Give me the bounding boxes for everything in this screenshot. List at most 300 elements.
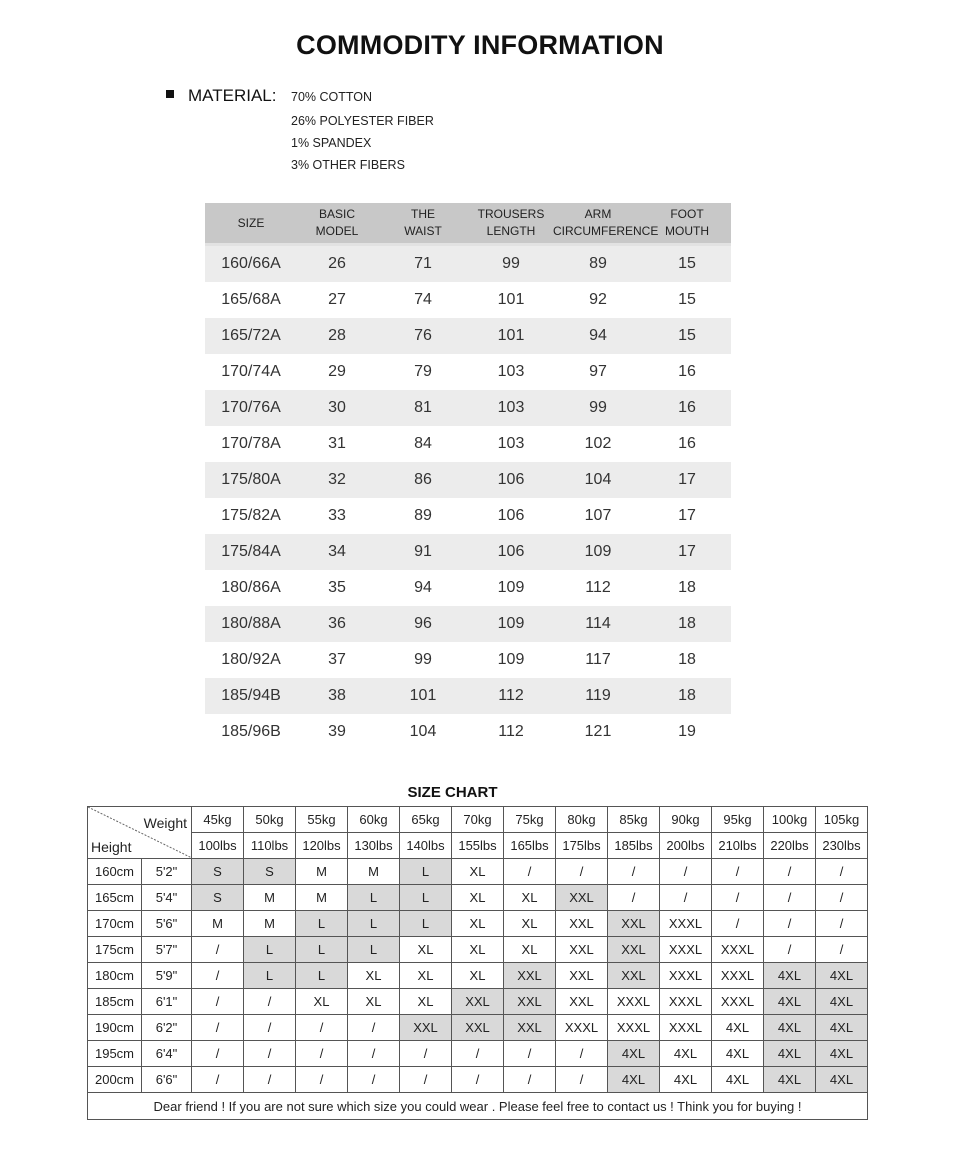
size-cell: 4XL	[712, 1015, 764, 1041]
table-cell: 175/82A	[221, 507, 281, 524]
weight-lbs-header: 120lbs	[296, 833, 348, 859]
size-cell: /	[244, 989, 296, 1015]
weight-lbs-header: 130lbs	[348, 833, 400, 859]
size-cell: 4XL	[764, 1015, 816, 1041]
height-ft-cell: 5'4"	[142, 885, 192, 911]
size-cell: M	[192, 911, 244, 937]
size-cell: XL	[452, 937, 504, 963]
size-chart-row	[88, 1067, 868, 1093]
table-cell: 31	[328, 435, 346, 452]
table-cell: 99	[502, 255, 520, 272]
table-cell: 15	[678, 327, 696, 344]
table-row	[205, 390, 731, 426]
table-cell: 30	[328, 399, 346, 416]
table-cell: 37	[328, 651, 346, 668]
height-cm-cell: 165cm	[88, 885, 142, 911]
table-cell: 16	[678, 399, 696, 416]
table-row	[205, 246, 731, 282]
table-cell: 170/74A	[221, 363, 281, 380]
height-cm-cell: 180cm	[88, 963, 142, 989]
size-cell: XXL	[556, 963, 608, 989]
weight-lbs-header: 100lbs	[192, 833, 244, 859]
weight-lbs-header: 230lbs	[816, 833, 868, 859]
table-cell: 36	[328, 615, 346, 632]
table-row	[205, 642, 731, 678]
table-cell: 76	[414, 327, 432, 344]
size-chart-row	[88, 937, 868, 963]
weight-kg-header: 50kg	[244, 807, 296, 833]
header-line: LENGTH	[486, 224, 536, 238]
table-cell: 89	[589, 255, 607, 272]
table-cell: 35	[328, 579, 346, 596]
size-cell: XL	[504, 937, 556, 963]
size-table-column-header	[643, 203, 731, 243]
table-cell: 15	[678, 291, 696, 308]
page-title: COMMODITY INFORMATION	[296, 30, 664, 60]
height-ft-cell: 5'7"	[142, 937, 192, 963]
table-cell: 15	[678, 255, 696, 272]
height-cm-cell: 190cm	[88, 1015, 142, 1041]
table-cell: 180/86A	[221, 579, 281, 596]
table-cell: 26	[328, 255, 346, 272]
height-ft-cell: 5'9"	[142, 963, 192, 989]
size-cell: XL	[504, 911, 556, 937]
table-cell: 103	[497, 399, 525, 416]
table-row	[205, 498, 731, 534]
height-cm-cell: 200cm	[88, 1067, 142, 1093]
weight-kg-header: 95kg	[712, 807, 764, 833]
size-table-column-header	[469, 203, 553, 243]
weight-kg-header: 100kg	[764, 807, 816, 833]
size-cell: L	[296, 937, 348, 963]
table-cell: 71	[414, 255, 432, 272]
table-cell: 39	[328, 723, 346, 740]
size-cell: 4XL	[712, 1067, 764, 1093]
size-cell: /	[504, 1041, 556, 1067]
weight-label: Weight	[143, 815, 187, 831]
table-cell: 109	[497, 579, 525, 596]
size-cell: /	[192, 1041, 244, 1067]
weight-lbs-header: 200lbs	[660, 833, 712, 859]
size-cell: M	[244, 911, 296, 937]
size-cell: M	[244, 885, 296, 911]
table-row	[205, 426, 731, 462]
table-row	[205, 318, 731, 354]
material-label: MATERIAL:	[188, 86, 277, 105]
table-cell: 94	[589, 327, 607, 344]
size-chart-row	[88, 963, 868, 989]
size-cell: XXXL	[608, 989, 660, 1015]
size-cell: XL	[452, 859, 504, 885]
size-cell: XXL	[556, 937, 608, 963]
table-cell: 38	[328, 687, 346, 704]
table-cell: 84	[414, 435, 432, 452]
table-cell: 101	[497, 291, 525, 308]
size-cell: /	[296, 1015, 348, 1041]
size-cell: /	[348, 1067, 400, 1093]
table-cell: 170/78A	[221, 435, 281, 452]
table-cell: 112	[585, 579, 611, 596]
size-cell: /	[244, 1067, 296, 1093]
size-cell: /	[816, 937, 868, 963]
table-cell: 160/66A	[221, 255, 281, 272]
size-cell: /	[764, 937, 816, 963]
header-line: WAIST	[404, 224, 442, 238]
material-item: 1% SPANDEX	[291, 136, 372, 150]
size-cell: 4XL	[764, 1067, 816, 1093]
size-cell: /	[400, 1067, 452, 1093]
size-cell: XXL	[504, 963, 556, 989]
size-cell: /	[816, 859, 868, 885]
size-cell: XL	[400, 937, 452, 963]
size-cell: /	[764, 885, 816, 911]
table-cell: 27	[328, 291, 346, 308]
weight-lbs-header: 210lbs	[712, 833, 764, 859]
table-cell: 74	[414, 291, 432, 308]
header-line: THE	[411, 207, 435, 221]
header-line: BASIC	[318, 207, 355, 221]
header-line: FOOT	[670, 207, 704, 221]
size-cell: /	[712, 859, 764, 885]
table-cell: 175/80A	[221, 471, 281, 488]
size-cell: 4XL	[816, 1041, 868, 1067]
table-row	[205, 534, 731, 570]
size-cell: 4XL	[660, 1041, 712, 1067]
size-table-body	[205, 246, 731, 750]
size-cell: /	[764, 911, 816, 937]
height-ft-cell: 6'1"	[142, 989, 192, 1015]
weight-kg-header: 90kg	[660, 807, 712, 833]
weight-lbs-header: 185lbs	[608, 833, 660, 859]
table-cell: 91	[414, 543, 432, 560]
height-ft-cell: 6'4"	[142, 1041, 192, 1067]
height-cm-cell: 170cm	[88, 911, 142, 937]
header-line: ARM	[584, 207, 612, 221]
size-cell: /	[556, 1041, 608, 1067]
table-cell: 109	[584, 543, 612, 560]
size-chart-row	[88, 1015, 868, 1041]
table-row	[205, 678, 731, 714]
size-cell: /	[504, 1067, 556, 1093]
table-row	[205, 714, 731, 750]
table-cell: 17	[678, 543, 696, 560]
size-cell: S	[192, 885, 244, 911]
size-cell: /	[192, 963, 244, 989]
size-cell: 4XL	[608, 1067, 660, 1093]
size-cell: XL	[296, 989, 348, 1015]
size-cell: /	[192, 937, 244, 963]
header-line: MODEL	[315, 224, 359, 238]
table-cell: 32	[328, 471, 346, 488]
size-cell: XL	[400, 963, 452, 989]
table-cell: 109	[497, 651, 525, 668]
size-chart-row	[88, 859, 868, 885]
table-row	[205, 462, 731, 498]
table-cell: 165/72A	[221, 327, 281, 344]
table-cell: 97	[589, 363, 607, 380]
size-cell: /	[660, 859, 712, 885]
table-cell: 18	[678, 687, 696, 704]
table-cell: 107	[584, 507, 612, 524]
weight-kg-header: 45kg	[192, 807, 244, 833]
size-cell: /	[660, 885, 712, 911]
header-line: CIRCUMFERENCE	[553, 224, 659, 238]
table-cell: 18	[678, 651, 696, 668]
table-cell: 103	[497, 435, 525, 452]
table-row	[205, 354, 731, 390]
table-cell: 175/84A	[221, 543, 281, 560]
size-cell: L	[400, 911, 452, 937]
size-cell: XL	[452, 963, 504, 989]
size-cell: XL	[452, 911, 504, 937]
weight-kg-header: 85kg	[608, 807, 660, 833]
size-cell: XXL	[608, 937, 660, 963]
size-cell: /	[816, 885, 868, 911]
size-cell: /	[400, 1041, 452, 1067]
table-row	[205, 282, 731, 318]
table-cell: 81	[414, 399, 432, 416]
size-cell: XXXL	[660, 963, 712, 989]
table-cell: 28	[328, 327, 346, 344]
height-cm-cell: 175cm	[88, 937, 142, 963]
table-cell: 180/88A	[221, 615, 281, 632]
size-cell: /	[348, 1041, 400, 1067]
table-cell: 86	[414, 471, 432, 488]
table-cell: 16	[678, 363, 696, 380]
table-cell: 18	[678, 579, 696, 596]
size-cell: XL	[452, 885, 504, 911]
table-cell: 89	[414, 507, 432, 524]
height-cm-cell: 195cm	[88, 1041, 142, 1067]
size-cell: XL	[348, 963, 400, 989]
size-chart-row	[88, 989, 868, 1015]
size-cell: XXL	[556, 885, 608, 911]
size-cell: /	[452, 1041, 504, 1067]
table-cell: 165/68A	[221, 291, 281, 308]
bullet-icon	[166, 90, 174, 98]
size-cell: XXL	[608, 963, 660, 989]
weight-lbs-header: 140lbs	[400, 833, 452, 859]
size-chart-table	[87, 806, 868, 1120]
size-cell: L	[348, 937, 400, 963]
size-cell: 4XL	[608, 1041, 660, 1067]
weight-kg-header: 60kg	[348, 807, 400, 833]
size-table-header	[205, 203, 731, 246]
size-cell: /	[556, 859, 608, 885]
size-cell: XXXL	[660, 989, 712, 1015]
size-cell: /	[556, 1067, 608, 1093]
table-cell: 96	[414, 615, 432, 632]
size-table-column-header	[377, 203, 469, 243]
table-cell: 106	[497, 543, 525, 560]
size-cell: XXXL	[712, 989, 764, 1015]
table-cell: 101	[409, 687, 437, 704]
table-cell: 119	[585, 687, 611, 704]
size-cell: /	[348, 1015, 400, 1041]
size-cell: 4XL	[660, 1067, 712, 1093]
size-cell: XL	[504, 885, 556, 911]
table-cell: 112	[498, 723, 524, 740]
size-cell: 4XL	[764, 1041, 816, 1067]
weight-kg-header: 80kg	[556, 807, 608, 833]
size-table	[205, 203, 731, 750]
size-cell: L	[400, 885, 452, 911]
size-chart-title: SIZE CHART	[407, 784, 498, 801]
table-cell: 19	[678, 723, 696, 740]
size-cell: L	[296, 911, 348, 937]
height-label: Height	[91, 839, 132, 855]
size-cell: 4XL	[712, 1041, 764, 1067]
size-cell: /	[712, 911, 764, 937]
table-cell: 17	[678, 507, 696, 524]
table-cell: 29	[328, 363, 346, 380]
size-cell: /	[296, 1041, 348, 1067]
height-cm-cell: 160cm	[88, 859, 142, 885]
size-cell: XXL	[452, 1015, 504, 1041]
size-chart-note: Dear friend ! If you are not sure which size you could wear . Please feel free to contact us ! Think you for buying !	[88, 1093, 868, 1120]
size-cell: XXXL	[608, 1015, 660, 1041]
size-cell: M	[348, 859, 400, 885]
size-table-column-header	[205, 203, 297, 243]
table-cell: 180/92A	[221, 651, 281, 668]
material-item: 70% COTTON	[291, 90, 373, 104]
weight-lbs-header: 110lbs	[244, 833, 296, 859]
table-cell: 99	[589, 399, 607, 416]
height-ft-cell: 5'2"	[142, 859, 192, 885]
height-ft-cell: 6'2"	[142, 1015, 192, 1041]
table-cell: 99	[414, 651, 432, 668]
table-cell: 94	[414, 579, 432, 596]
size-cell: /	[192, 1015, 244, 1041]
size-cell: XXXL	[660, 911, 712, 937]
size-cell: /	[764, 859, 816, 885]
size-cell: XL	[400, 989, 452, 1015]
table-cell: 117	[585, 651, 611, 668]
material-item: 3% OTHER FIBERS	[291, 158, 405, 172]
size-cell: /	[192, 989, 244, 1015]
size-cell: XXXL	[660, 937, 712, 963]
table-cell: 101	[497, 327, 525, 344]
table-cell: 109	[497, 615, 525, 632]
table-cell: 185/96B	[221, 723, 281, 740]
table-cell: 18	[678, 615, 696, 632]
header-line: MOUTH	[665, 224, 709, 238]
table-row	[205, 570, 731, 606]
size-cell: L	[348, 885, 400, 911]
size-cell: /	[504, 859, 556, 885]
size-cell: XXXL	[660, 1015, 712, 1041]
size-chart-row	[88, 911, 868, 937]
size-cell: 4XL	[816, 989, 868, 1015]
size-cell: /	[608, 859, 660, 885]
size-cell: /	[244, 1041, 296, 1067]
size-cell: L	[348, 911, 400, 937]
table-cell: 17	[678, 471, 696, 488]
weight-kg-header: 105kg	[816, 807, 868, 833]
weight-kg-header: 70kg	[452, 807, 504, 833]
table-cell: 185/94B	[221, 687, 281, 704]
size-cell: XXL	[504, 989, 556, 1015]
size-cell: XXL	[504, 1015, 556, 1041]
size-cell: XL	[348, 989, 400, 1015]
weight-kg-header: 55kg	[296, 807, 348, 833]
table-cell: 33	[328, 507, 346, 524]
size-cell: S	[192, 859, 244, 885]
size-cell: XXL	[400, 1015, 452, 1041]
size-cell: 4XL	[764, 963, 816, 989]
table-cell: 103	[497, 363, 525, 380]
size-cell: /	[712, 885, 764, 911]
size-cell: 4XL	[764, 989, 816, 1015]
table-cell: 102	[584, 435, 612, 452]
weight-kg-header: 65kg	[400, 807, 452, 833]
table-row	[205, 606, 731, 642]
table-cell: 112	[498, 687, 524, 704]
header-line: TROUSERS	[477, 207, 545, 221]
size-cell: 4XL	[816, 963, 868, 989]
size-cell: M	[296, 859, 348, 885]
table-cell: 104	[584, 471, 612, 488]
size-chart-corner	[88, 807, 192, 859]
material-item: 26% POLYESTER FIBER	[291, 114, 434, 128]
size-cell: XXXL	[712, 963, 764, 989]
table-cell: 106	[497, 507, 525, 524]
size-cell: /	[192, 1067, 244, 1093]
size-cell: /	[608, 885, 660, 911]
height-cm-cell: 185cm	[88, 989, 142, 1015]
header-line: SIZE	[237, 215, 265, 230]
table-cell: 16	[678, 435, 696, 452]
weight-lbs-header: 155lbs	[452, 833, 504, 859]
size-cell: XXL	[556, 989, 608, 1015]
size-table-column-header	[297, 203, 377, 243]
table-cell: 104	[409, 723, 437, 740]
size-cell: XXL	[608, 911, 660, 937]
size-cell: L	[244, 963, 296, 989]
size-cell: /	[244, 1015, 296, 1041]
table-cell: 121	[584, 723, 612, 740]
size-cell: 4XL	[816, 1067, 868, 1093]
size-cell: L	[400, 859, 452, 885]
size-chart-row	[88, 1041, 868, 1067]
size-cell: XXXL	[712, 937, 764, 963]
table-cell: 106	[497, 471, 525, 488]
size-cell: L	[244, 937, 296, 963]
size-cell: /	[296, 1067, 348, 1093]
size-chart-row	[88, 885, 868, 911]
weight-lbs-header: 175lbs	[556, 833, 608, 859]
height-ft-cell: 6'6"	[142, 1067, 192, 1093]
table-cell: 34	[328, 543, 346, 560]
size-cell: XXXL	[556, 1015, 608, 1041]
table-cell: 92	[589, 291, 607, 308]
table-cell: 79	[414, 363, 432, 380]
size-cell: /	[816, 911, 868, 937]
weight-lbs-header: 165lbs	[504, 833, 556, 859]
size-cell: /	[452, 1067, 504, 1093]
size-table-column-header	[553, 203, 659, 243]
weight-lbs-header: 220lbs	[764, 833, 816, 859]
size-cell: L	[296, 963, 348, 989]
table-cell: 114	[585, 615, 611, 632]
size-cell: M	[296, 885, 348, 911]
size-cell: S	[244, 859, 296, 885]
size-cell: 4XL	[816, 1015, 868, 1041]
weight-kg-header: 75kg	[504, 807, 556, 833]
table-cell: 170/76A	[221, 399, 281, 416]
height-ft-cell: 5'6"	[142, 911, 192, 937]
size-cell: XXL	[556, 911, 608, 937]
